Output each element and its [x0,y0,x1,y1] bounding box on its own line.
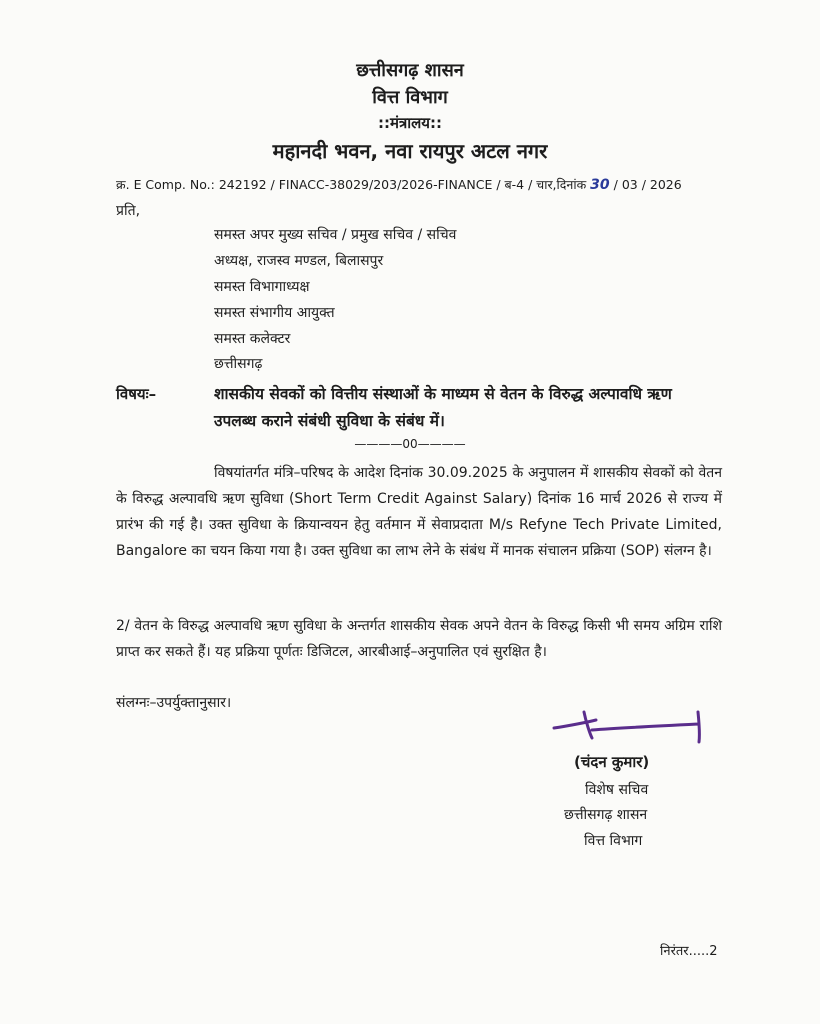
signatory-designation: विशेष सचिव [585,782,649,798]
reference-date-day: 30 [590,177,610,193]
body-paragraph-2: 2/ वेतन के विरुद्ध अल्पावधि ऋण सुविधा के अन्तर्गत शासकीय सेवक अपने वेतन के विरुद्ध किसी भी समय अग्रिम राशि प्राप्त कर सकते हैं। यह प्रक्रिया पूर्णतः डिजिटल, आरबीआई–अनुपालित एवं सुरक्षित है। [116,618,722,660]
to-label: प्रति, [116,203,141,219]
subject-label: विषयः– [116,385,157,403]
signatory-office: छत्तीसगढ़ शासन [564,807,648,823]
addressee: समस्त कलेक्टर [214,331,291,347]
header-ministry: ::मंत्रालय:: [378,114,442,132]
reference-line [116,176,682,193]
reference-label: E Comp. No.: [133,177,215,192]
header-department: वित्त विभाग [372,87,448,108]
header-address: महानदी भवन, नवा रायपुर अटल नगर [272,139,548,163]
body-paragraph-1: विषयांतर्गत मंत्रि–परिषद के आदेश दिनांक 30.09.2025 के अनुपालन में शासकीय सेवकों को वेतन के विरुद्ध अल्पावधि ऋण सुविधा (Short Term Credit Against Salary) दिनांक 16 मार्च 2026 से राज्य में प्रारंभ की गई है। उक्त सुविधा के क्रियान्वयन हेतु वर्तमान में सेवाप्रदाता M/s Refyne Tech Private Limited, Bangalore का चयन किया गया है। उक्त सुविधा का लाभ लेने के संबंध में मानक संचालन प्रक्रिया (SOP) संलग्न है। [116,465,722,559]
section-divider: ————00———— [354,437,466,451]
reference-prefix: क्र. [116,177,130,192]
addressee: समस्त अपर मुख्य सचिव / प्रमुख सचिव / सचिव [214,227,457,243]
signatory-department: वित्त विभाग [584,833,643,849]
signatory-name: (चंदन कुमार) [574,753,650,771]
header-government: छत्तीसगढ़ शासन [356,60,464,81]
addressee: समस्त विभागाध्यक्ष [214,279,310,295]
continuation-note: निरंतर.....2 [660,944,718,959]
enclosure-note: संलग्नः–उपर्युक्तानुसार। [116,695,232,711]
addressee: अध्यक्ष, राजस्व मण्डल, बिलासपुर [214,253,384,269]
reference-number: 242192 / FINACC-38029/203/2026-FINANCE / ब-4 / चार,दिनांक [218,177,587,192]
handwritten-signature [548,708,708,748]
addressee: छत्तीसगढ़ [214,356,263,372]
reference-date-rest: / 03 / 2026 [613,177,682,192]
addressee: समस्त संभागीय आयुक्त [214,305,335,321]
subject-text: शासकीय सेवकों को वित्तीय संस्थाओं के माध्यम से वेतन के विरुद्ध अल्पावधि ऋण उपलब्ध कराने संबंधी सुविधा के संबंध में। [214,385,672,430]
